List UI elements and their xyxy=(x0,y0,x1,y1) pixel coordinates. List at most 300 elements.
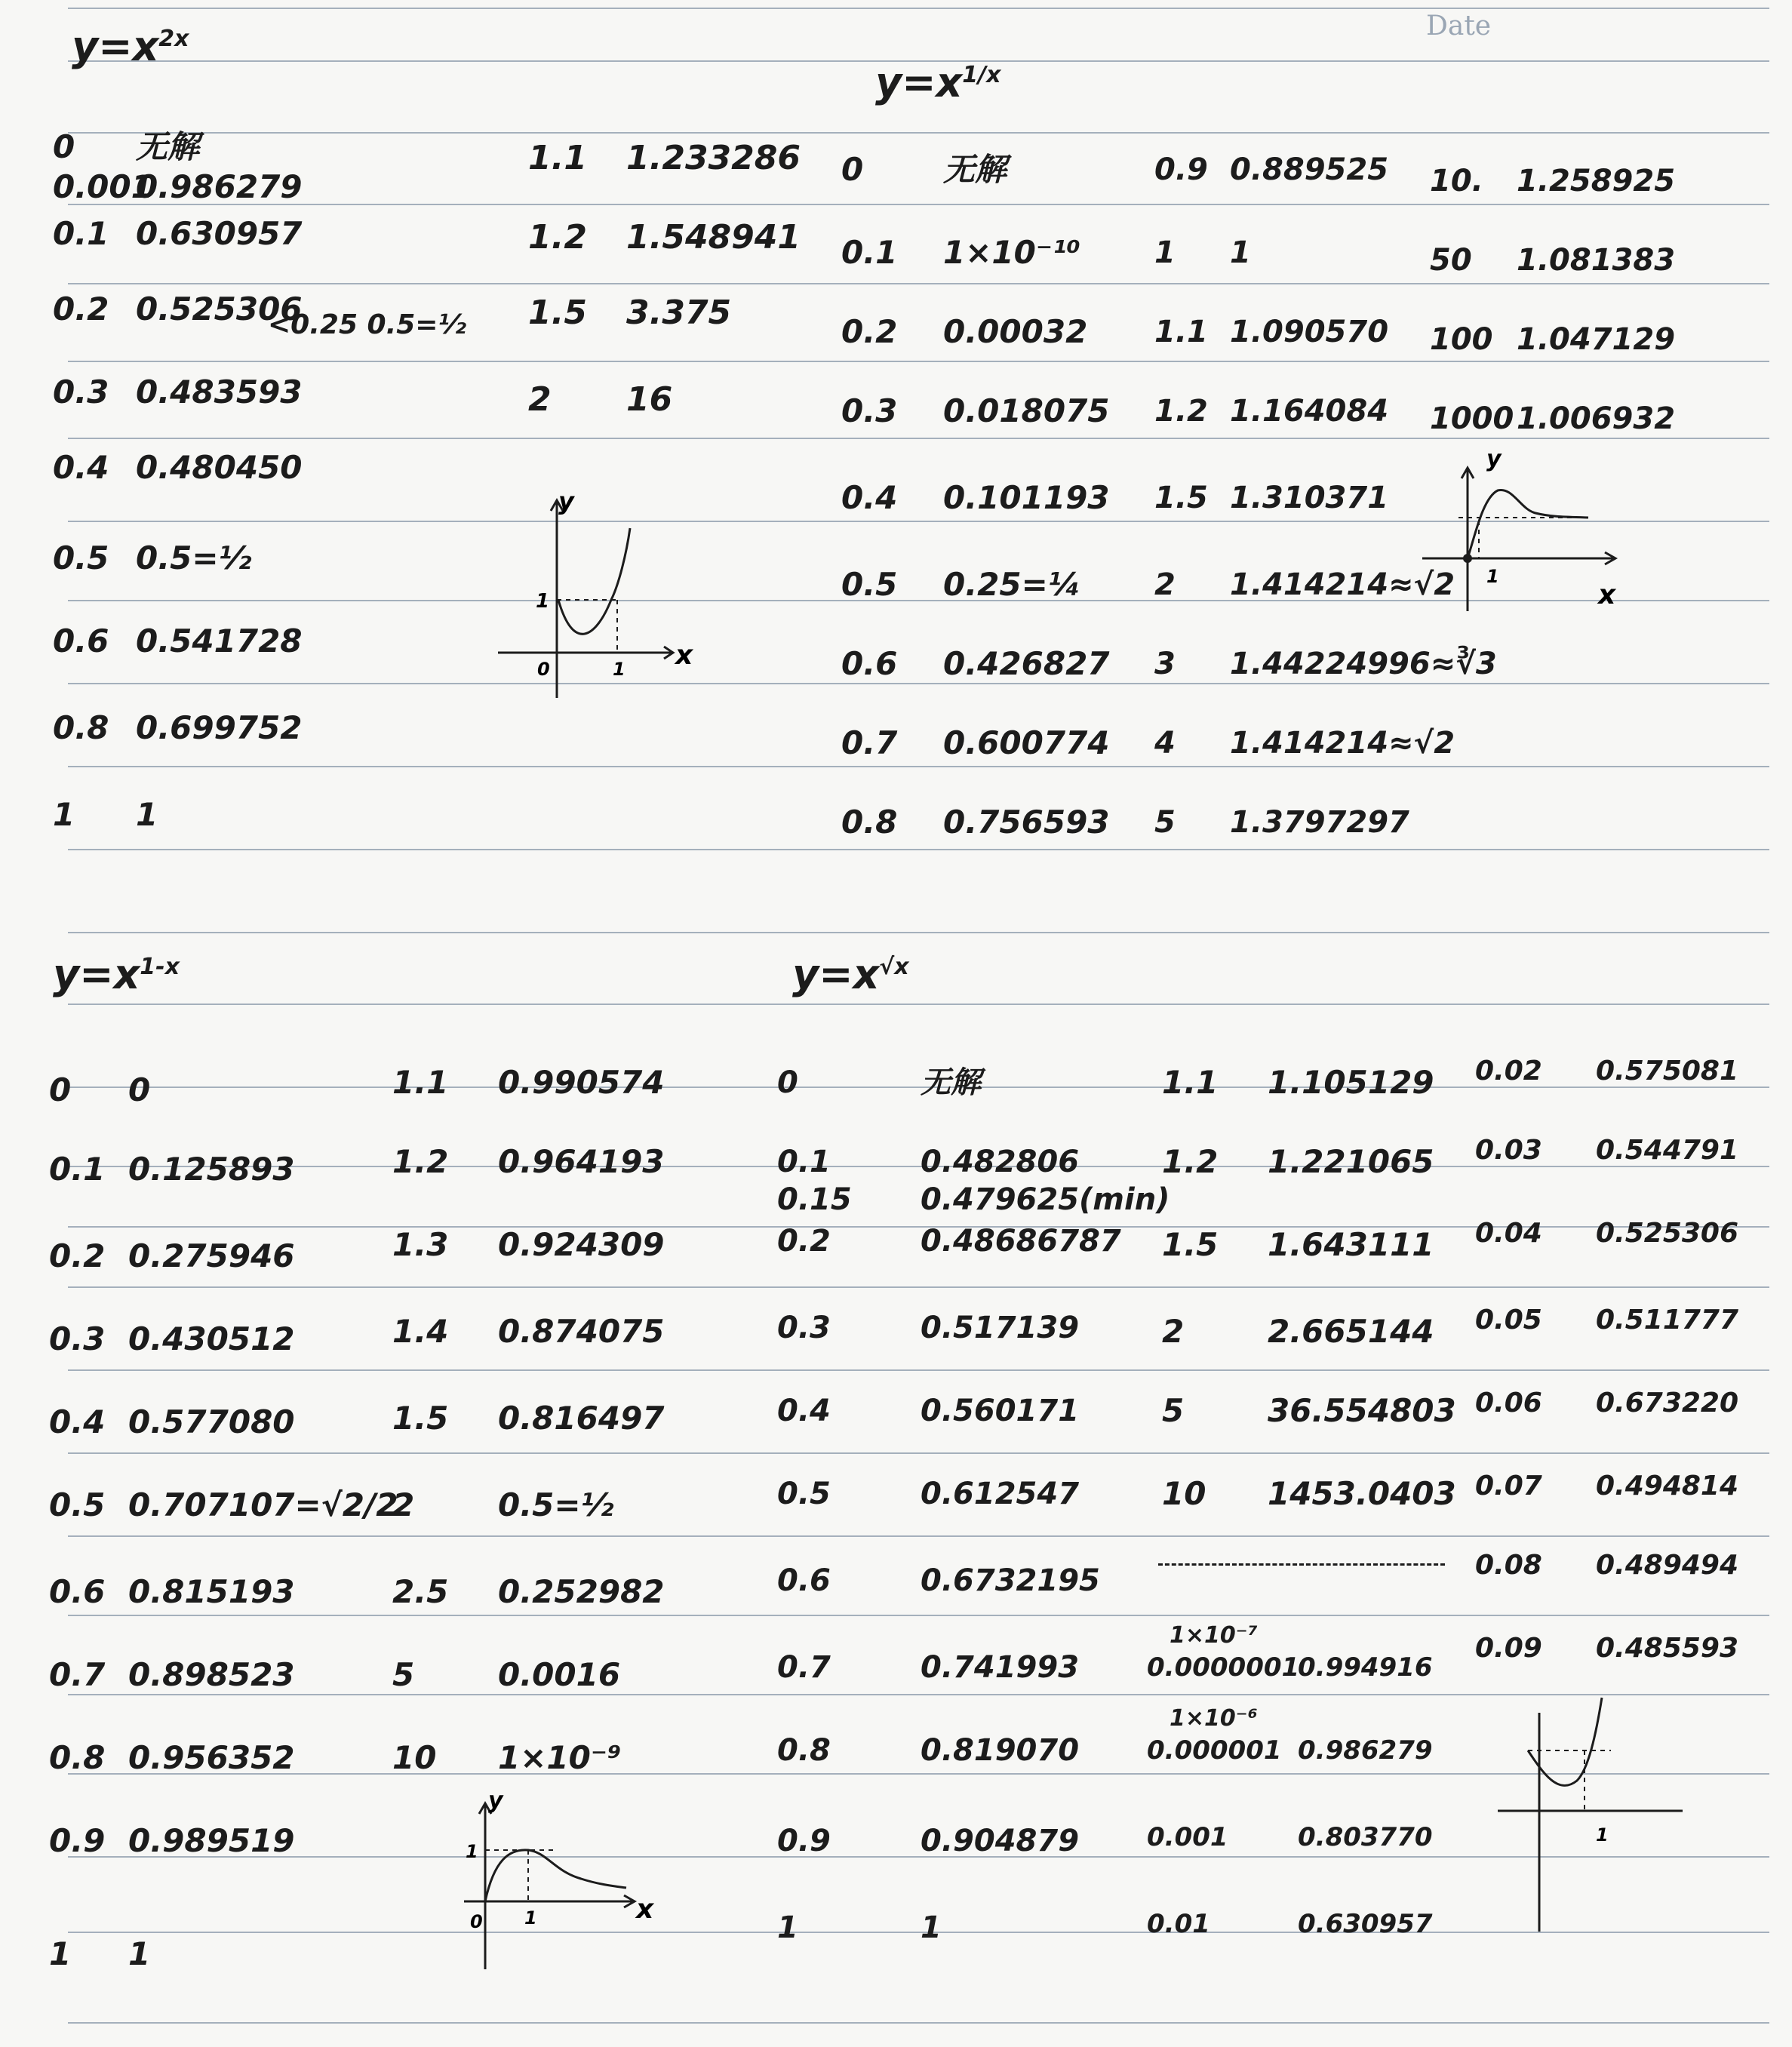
ruled-line xyxy=(68,361,1769,362)
table-row xyxy=(49,1818,295,1864)
cell-y: 0.986279 xyxy=(1298,1735,1433,1766)
cell-x: 0 xyxy=(53,128,75,165)
cell-y: 0.819070 xyxy=(921,1733,1080,1768)
cell-x: 4 xyxy=(1154,726,1176,761)
cell-x: 0.6 xyxy=(841,645,898,682)
cell-y: 0.989519 xyxy=(128,1822,295,1859)
table-row xyxy=(841,147,1007,192)
table-row xyxy=(53,124,200,170)
cell-y: 无解 xyxy=(921,1065,981,1100)
cell-x: 0.07 xyxy=(1475,1471,1542,1501)
cell-y: 0.600774 xyxy=(943,724,1110,761)
cell-x: 5 xyxy=(1162,1392,1185,1429)
table-row xyxy=(53,536,252,581)
cell-x: 1.1 xyxy=(392,1064,449,1101)
table-row xyxy=(841,309,1088,355)
table-row xyxy=(777,1471,1080,1517)
table-row xyxy=(777,1558,1100,1603)
cell-y: 1 xyxy=(1230,235,1251,270)
x-axis-label: x xyxy=(1598,579,1616,610)
ruled-line xyxy=(68,1369,1769,1371)
cell-x: 1.1 xyxy=(528,139,587,177)
table-row xyxy=(1147,1901,1433,1947)
cell-y: 0.275946 xyxy=(128,1237,295,1274)
y-axis-label: y xyxy=(558,487,574,515)
panel-title xyxy=(53,951,180,998)
origin-label: 0 xyxy=(470,1911,483,1932)
cell-x: 0 xyxy=(777,1065,798,1100)
table-row xyxy=(53,619,303,664)
table-row xyxy=(1475,1464,1739,1509)
cell-y: 0.5=½ xyxy=(498,1486,614,1523)
cell-x: 0.6 xyxy=(777,1563,831,1598)
table-row xyxy=(528,377,673,423)
table-row xyxy=(1430,317,1676,362)
cell-y: 0.517139 xyxy=(921,1311,1080,1345)
cell-y: 1.105129 xyxy=(1268,1064,1434,1101)
cell-y: 0.577080 xyxy=(128,1403,295,1440)
cell-x: 10 xyxy=(1162,1475,1206,1512)
table-row xyxy=(841,562,1081,607)
table-row xyxy=(49,1735,295,1781)
cell-x: 0.8 xyxy=(841,804,898,841)
table-row xyxy=(1430,238,1676,283)
cell-y: 16 xyxy=(626,380,673,419)
table-row xyxy=(1147,1622,1433,1690)
table-row xyxy=(1475,1128,1739,1173)
cell-x: 1.1 xyxy=(1154,315,1208,349)
cell-y: 0.125893 xyxy=(128,1151,295,1188)
sketch-graph xyxy=(483,487,694,698)
cell-y: 0.482806 xyxy=(921,1145,1080,1179)
table-row xyxy=(392,1483,614,1528)
cell-x: 3 xyxy=(1154,647,1176,681)
table-row xyxy=(392,1652,621,1698)
cell-y: 1.258925 xyxy=(1517,164,1676,198)
cell-x: 2.5 xyxy=(392,1573,449,1610)
table-row xyxy=(1154,721,1455,766)
cell-y: 1.006932 xyxy=(1517,401,1676,436)
cell-x: 0.15 xyxy=(777,1182,852,1217)
cell-y: 0.544791 xyxy=(1596,1135,1739,1166)
cell-x: 0.02 xyxy=(1475,1056,1542,1087)
cell-y: 1.233286 xyxy=(626,139,801,177)
title-exponent: √x xyxy=(879,954,909,980)
cell-x: 0.2 xyxy=(841,313,898,350)
table-row xyxy=(777,1060,981,1105)
table-row xyxy=(841,389,1110,434)
title-exponent: 1/x xyxy=(962,62,1001,88)
table-row xyxy=(777,1177,1170,1222)
ruled-line xyxy=(68,849,1769,850)
cell-y: 0.489494 xyxy=(1596,1550,1739,1581)
table-row xyxy=(777,1305,1080,1351)
title-base: y=x xyxy=(72,23,159,70)
table-row xyxy=(528,290,732,336)
title-base: y=x xyxy=(53,951,140,998)
ruled-line xyxy=(68,2022,1769,2024)
ruled-line xyxy=(68,683,1769,684)
cell-y: 0.816497 xyxy=(498,1400,665,1437)
cell-x: 0.8 xyxy=(53,709,109,746)
table-row xyxy=(1154,475,1389,521)
cell-y: 1.310371 xyxy=(1230,481,1389,515)
cell-x: 0.2 xyxy=(53,290,109,327)
cell-x: 0.1 xyxy=(53,215,109,252)
table-row xyxy=(53,445,303,490)
cell-x: 0.7 xyxy=(841,724,898,761)
table-row xyxy=(53,792,158,838)
cell-y: 0.707107=√2/2 xyxy=(128,1486,398,1523)
cell-y: 0.815193 xyxy=(128,1573,295,1610)
cell-x: 1000 xyxy=(1430,401,1514,436)
cell-x: 1.2 xyxy=(528,218,587,257)
ruled-line xyxy=(68,1535,1769,1537)
table-row xyxy=(49,1147,295,1192)
cell-y: 0.874075 xyxy=(498,1313,665,1350)
cell-x: 1.4 xyxy=(392,1313,449,1350)
cell-x: 0.1 xyxy=(841,234,898,271)
cell-x: 1 xyxy=(1154,235,1176,270)
cell-x: 0.05 xyxy=(1475,1305,1542,1335)
cell-y: 0.48686787 xyxy=(921,1224,1121,1259)
cell-x: 0.6 xyxy=(53,622,109,659)
cell-y: 0.964193 xyxy=(498,1143,665,1180)
table-row xyxy=(49,1234,295,1279)
table-row xyxy=(1475,1626,1739,1671)
cell-x: 1.5 xyxy=(1162,1226,1219,1263)
cell-x: 0.9 xyxy=(1154,152,1208,187)
table-row xyxy=(1162,1309,1434,1354)
table-row xyxy=(1154,147,1389,192)
y-axis-label: y xyxy=(1486,453,1502,472)
cell-y: 0.479625(min) xyxy=(921,1182,1170,1217)
cell-x: 0.2 xyxy=(49,1237,106,1274)
cell-x: 0.4 xyxy=(841,479,898,516)
cell-x: 1.5 xyxy=(392,1400,449,1437)
table-row xyxy=(53,164,303,210)
cell-y: 0.0016 xyxy=(498,1656,621,1693)
cell-y: 1.3797297 xyxy=(1230,805,1409,840)
x-axis-label: x xyxy=(675,640,693,671)
table-row xyxy=(777,1905,942,1950)
table-row xyxy=(777,1728,1080,1773)
cell-y: 0.25=¼ xyxy=(943,566,1081,603)
cell-x: 0.001 xyxy=(1147,1822,1228,1852)
table-row xyxy=(1162,1139,1434,1185)
cell-y: 1.221065 xyxy=(1268,1143,1434,1180)
cell-y: 0.541728 xyxy=(136,622,303,659)
cell-x: 0.0000001 xyxy=(1147,1652,1300,1683)
cell-y: 36.554803 xyxy=(1268,1392,1456,1429)
ruled-line xyxy=(68,932,1769,933)
table-row xyxy=(777,1219,1121,1264)
cell-x: 0.001 xyxy=(53,168,153,205)
cell-y: 1.548941 xyxy=(626,218,801,257)
sketch-graph xyxy=(449,1788,660,1969)
table-row xyxy=(392,1060,665,1105)
cell-x: 1 xyxy=(53,796,75,833)
cell-y: 0.756593 xyxy=(943,804,1110,841)
sketch-graph xyxy=(1490,1690,1686,1939)
cell-x: 1.5 xyxy=(1154,481,1208,515)
cell-x: 0.5 xyxy=(49,1486,106,1523)
ruled-line xyxy=(68,8,1769,9)
table-row xyxy=(392,1735,622,1781)
cell-x: 1.5 xyxy=(528,294,587,332)
table-row xyxy=(392,1309,665,1354)
cell-y: 0.898523 xyxy=(128,1656,295,1693)
cell-y: 0.480450 xyxy=(136,449,303,486)
cell-y: 0.485593 xyxy=(1596,1633,1739,1664)
cell-x: 0.7 xyxy=(777,1650,831,1685)
cell-y: 0.575081 xyxy=(1596,1056,1739,1087)
cell-y: 0.986279 xyxy=(136,168,303,205)
ruled-line xyxy=(68,438,1769,439)
panel-title xyxy=(792,951,909,998)
table-row xyxy=(1475,1049,1739,1094)
cell-y: 1.090570 xyxy=(1230,315,1389,349)
cell-y: 0.630957 xyxy=(1298,1909,1433,1939)
table-row xyxy=(49,1652,295,1698)
table-row xyxy=(841,230,1080,275)
cell-x: 1.2 xyxy=(1154,394,1208,429)
table-row xyxy=(1162,1222,1434,1268)
cell-y: 0.699752 xyxy=(136,709,303,746)
date-label: Date xyxy=(1426,11,1492,41)
cell-x: 0.3 xyxy=(53,373,109,410)
cell-y: 0.889525 xyxy=(1230,152,1389,187)
cell-x: 0.7 xyxy=(49,1656,106,1693)
table-row xyxy=(1475,1298,1739,1343)
cell-y: 1 xyxy=(921,1910,942,1945)
table-row xyxy=(49,1317,295,1362)
ruled-line xyxy=(68,766,1769,767)
table-row xyxy=(1154,641,1497,687)
cell-x: 50 xyxy=(1430,243,1472,278)
cell-y: 0.426827 xyxy=(943,645,1110,682)
cell-y: 1×10⁻⁹ xyxy=(498,1739,622,1776)
cell-x: 0.000001 xyxy=(1147,1735,1282,1766)
annotation: <0.25 0.5=½ xyxy=(268,309,466,340)
table-row xyxy=(1475,1381,1739,1426)
table-row xyxy=(841,800,1110,845)
cell-y: 1.643111 xyxy=(1268,1226,1434,1263)
table-row xyxy=(1475,1211,1739,1256)
table-row xyxy=(1430,158,1676,204)
table-row xyxy=(53,287,303,332)
cell-x: 0.1 xyxy=(49,1151,106,1188)
table-row xyxy=(392,1396,665,1441)
cell-y: 0.430512 xyxy=(128,1320,295,1357)
cell-y: 1.44224996≈∛3 xyxy=(1230,647,1497,681)
cell-y: 1.081383 xyxy=(1517,243,1676,278)
table-row xyxy=(841,721,1110,766)
cell-y: 0.101193 xyxy=(943,479,1110,516)
table-row xyxy=(49,1483,398,1528)
ruled-line xyxy=(68,1615,1769,1616)
axis-tick-1: 1 xyxy=(524,1907,537,1929)
cell-y: 0.6732195 xyxy=(921,1563,1100,1598)
cell-y: 无解 xyxy=(943,151,1007,188)
cell-y: 0.252982 xyxy=(498,1573,665,1610)
axis-tick-1: 1 xyxy=(536,590,550,613)
cell-x: 0.4 xyxy=(777,1394,831,1428)
table-row xyxy=(1154,309,1389,355)
title-exponent: 2x xyxy=(158,26,189,52)
cell-y: 3.375 xyxy=(626,294,732,332)
cell-y: 1.414214≈√2 xyxy=(1230,567,1455,602)
table-row xyxy=(49,1400,295,1445)
cell-x: 1 xyxy=(49,1935,72,1972)
cell-x: 0.03 xyxy=(1475,1135,1542,1166)
table-row xyxy=(392,1222,665,1268)
ruled-line xyxy=(68,132,1769,134)
cell-x: 0.2 xyxy=(777,1224,831,1259)
cell-x: 1.2 xyxy=(392,1143,449,1180)
cell-x: 0.1 xyxy=(777,1145,831,1179)
table-row xyxy=(1162,1388,1456,1434)
cell-x: 0.06 xyxy=(1475,1388,1542,1418)
table-row xyxy=(392,1569,665,1615)
x-axis-label: x xyxy=(636,1894,654,1925)
cell-y: 0.741993 xyxy=(921,1650,1080,1685)
cell-y: 无解 xyxy=(136,128,200,165)
table-row xyxy=(841,641,1110,687)
cell-x: 0.01 xyxy=(1147,1909,1210,1939)
cell-y: 0.511777 xyxy=(1596,1305,1739,1335)
title-exponent: 1-x xyxy=(140,954,180,980)
cell-x: 0.6 xyxy=(49,1573,106,1610)
table-row xyxy=(1154,800,1409,845)
cell-y: 0.990574 xyxy=(498,1064,665,1101)
cell-y: 0.525306 xyxy=(136,290,303,327)
table-row xyxy=(528,136,801,181)
cell-x: 2 xyxy=(392,1486,415,1523)
cell-x: 0.3 xyxy=(777,1311,831,1345)
axis-tick-1: 1 xyxy=(1596,1824,1609,1846)
table-row xyxy=(53,705,303,751)
table-row xyxy=(53,211,303,257)
table-row xyxy=(1147,1815,1433,1860)
cell-x: 5 xyxy=(1154,805,1176,840)
cell-y: 0.5=½ xyxy=(136,539,252,576)
cell-x: 0.04 xyxy=(1475,1218,1542,1249)
table-row xyxy=(528,215,801,260)
table-row xyxy=(1154,562,1455,607)
table-row xyxy=(49,1569,295,1615)
cell-y: 0.904879 xyxy=(921,1824,1080,1858)
cell-annotation: 1×10⁻⁷ xyxy=(1170,1622,1258,1649)
cell-y: 0.956352 xyxy=(128,1739,295,1776)
cell-x: 10. xyxy=(1430,164,1483,198)
cell-x: 10 xyxy=(392,1739,437,1776)
origin-label: 0 xyxy=(537,659,550,680)
title-base: y=x xyxy=(792,951,880,998)
title-base: y=x xyxy=(875,59,963,106)
cell-x: 5 xyxy=(392,1656,415,1693)
cell-x: 0.5 xyxy=(841,566,898,603)
table-row xyxy=(1475,1543,1739,1588)
cell-y: 0.673220 xyxy=(1596,1388,1739,1418)
axis-tick-1: 1 xyxy=(1486,566,1499,587)
ruled-line xyxy=(68,1452,1769,1454)
panel-title xyxy=(875,59,1001,106)
cell-x: 1.1 xyxy=(1162,1064,1219,1101)
cell-y: 0.612547 xyxy=(921,1477,1080,1511)
cell-x: 0.8 xyxy=(49,1739,106,1776)
cell-y: 1×10⁻¹⁰ xyxy=(943,234,1080,271)
cell-x: 0.08 xyxy=(1475,1550,1542,1581)
cell-x: 0 xyxy=(841,151,864,188)
cell-annotation: 1×10⁻⁶ xyxy=(1170,1705,1258,1732)
cell-x: 100 xyxy=(1430,322,1493,357)
cell-x: 0 xyxy=(49,1071,72,1108)
cell-y: 1 xyxy=(128,1935,151,1972)
axis-tick-1: 1 xyxy=(466,1841,478,1862)
table-row xyxy=(777,1388,1080,1434)
cell-y: 1.047129 xyxy=(1517,322,1676,357)
cell-x: 2 xyxy=(1162,1313,1185,1350)
table-row xyxy=(777,1818,1080,1864)
table-row xyxy=(1154,230,1251,275)
cell-y: 2.665144 xyxy=(1268,1313,1434,1350)
cell-x: 0.4 xyxy=(49,1403,106,1440)
cell-y: 1.414214≈√2 xyxy=(1230,726,1455,761)
table-row xyxy=(1154,389,1389,434)
cell-x: 0.3 xyxy=(841,392,898,429)
cell-x: 0.09 xyxy=(1475,1633,1542,1664)
cell-y: 0.924309 xyxy=(498,1226,665,1263)
cell-y: 0.560171 xyxy=(921,1394,1080,1428)
cell-y: 0.018075 xyxy=(943,392,1110,429)
cell-x: 1.2 xyxy=(1162,1143,1219,1180)
table-row xyxy=(1162,1471,1456,1517)
axis-tick-1: 1 xyxy=(613,659,626,680)
ruled-line xyxy=(68,1004,1769,1005)
cell-x: 0.9 xyxy=(777,1824,831,1858)
ruled-line xyxy=(68,204,1769,205)
cell-y: 0 xyxy=(128,1071,151,1108)
cell-y: 0.803770 xyxy=(1298,1822,1433,1852)
cell-x: 0.4 xyxy=(53,449,109,486)
table-row xyxy=(1162,1060,1434,1105)
cell-y: 1.164084 xyxy=(1230,394,1389,429)
cell-y: 0.494814 xyxy=(1596,1471,1739,1501)
cell-y: 0.994916 xyxy=(1298,1652,1433,1683)
sketch-graph xyxy=(1415,453,1626,619)
table-row xyxy=(1430,396,1676,441)
cell-y: 0.630957 xyxy=(136,215,303,252)
table-row xyxy=(53,370,303,415)
cell-y: 1453.0403 xyxy=(1268,1475,1456,1512)
cell-x: 0.3 xyxy=(49,1320,106,1357)
ruled-line xyxy=(68,1286,1769,1288)
table-row xyxy=(1147,1705,1433,1773)
cell-x: 1 xyxy=(777,1910,798,1945)
cell-x: 1.3 xyxy=(392,1226,449,1263)
cell-x: 0.9 xyxy=(49,1822,106,1859)
divider-dashed xyxy=(1158,1563,1445,1566)
cell-x: 0.8 xyxy=(777,1733,831,1768)
cell-y: 0.525306 xyxy=(1596,1218,1739,1249)
cell-y: 1 xyxy=(136,796,158,833)
table-row xyxy=(777,1645,1080,1690)
cell-y: 0.00032 xyxy=(943,313,1088,350)
table-row xyxy=(49,1932,151,1977)
cell-x: 2 xyxy=(528,380,552,419)
cell-y: 0.483593 xyxy=(136,373,303,410)
